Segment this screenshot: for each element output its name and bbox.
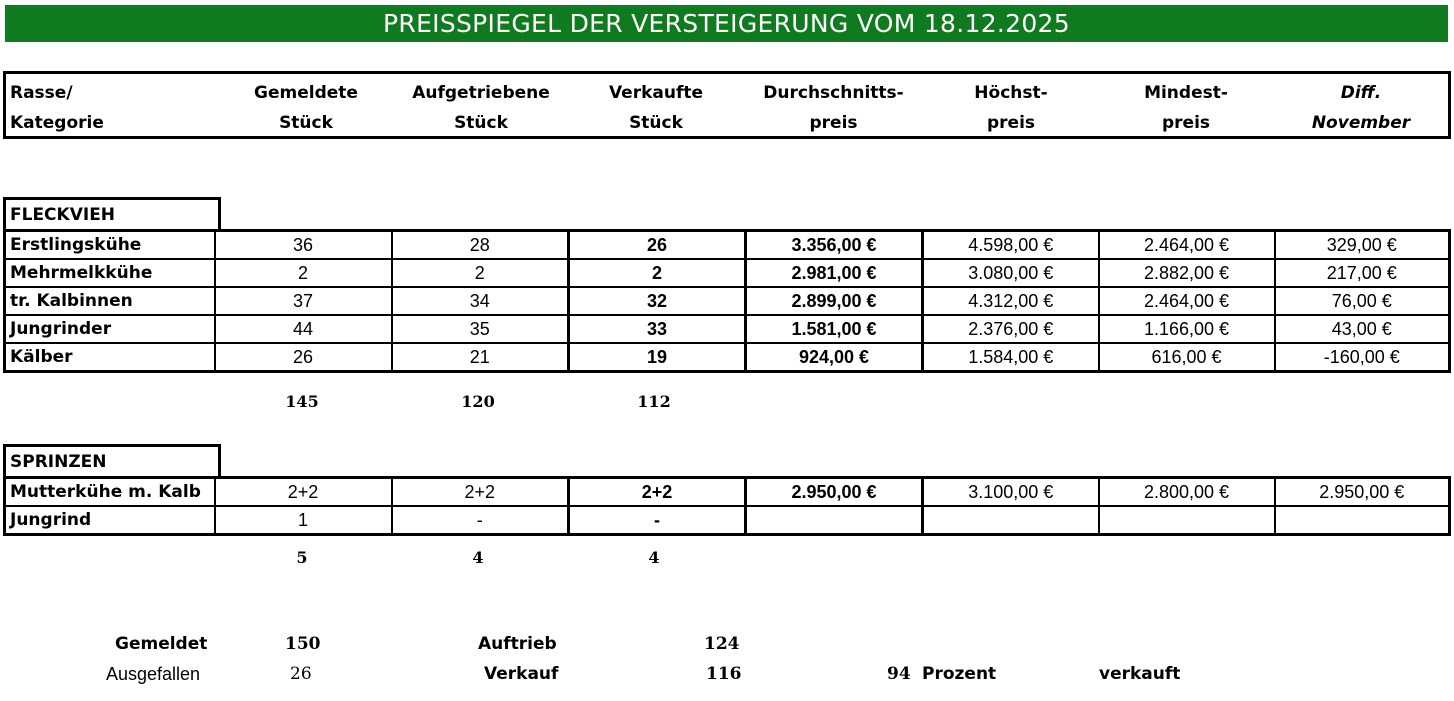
verkauft-cell: 32 <box>569 287 746 315</box>
mindestpreis-cell <box>1099 506 1275 535</box>
auftrieb-cell: 21 <box>392 343 569 372</box>
footer-gemeldet-value: 150 <box>285 634 321 654</box>
hoechstpreis-cell: 2.376,00 € <box>923 315 1099 343</box>
hoechstpreis-cell: 1.584,00 € <box>923 343 1099 372</box>
durchschnittspreis-cell: 2.950,00 € <box>746 478 923 507</box>
header-durchschnittspreis: Durchschnitts- preis <box>763 83 904 133</box>
sum-sprinzen-verkauft: 4 <box>648 548 660 567</box>
category-cell: Erstlingskühe <box>5 231 215 260</box>
table-row <box>5 231 1450 260</box>
diff-cell: 217,00 € <box>1275 259 1450 287</box>
footer-verkauf-value: 116 <box>706 664 742 684</box>
table-row <box>5 315 1450 343</box>
gemeldet-cell: 26 <box>215 343 392 372</box>
sum-fleckvieh-gemeldet: 145 <box>285 392 319 411</box>
hoechstpreis-cell: 4.312,00 € <box>923 287 1099 315</box>
footer-prozent-value: 94 <box>887 664 911 684</box>
footer-verkauft-label: verkauft <box>1099 664 1181 684</box>
category-cell: Mehrmelkkühe <box>5 259 215 287</box>
sum-sprinzen-auftrieb: 4 <box>472 548 484 567</box>
fleckvieh-table <box>3 229 1451 373</box>
durchschnittspreis-cell: 3.356,00 € <box>746 231 923 260</box>
footer-auftrieb-label: Auftrieb <box>478 634 557 654</box>
gemeldet-cell: 1 <box>215 506 392 535</box>
sum-sprinzen-gemeldet: 5 <box>296 548 308 567</box>
table-header <box>3 71 1451 139</box>
category-cell: Kälber <box>5 343 215 372</box>
gemeldet-cell: 2+2 <box>215 478 392 507</box>
durchschnittspreis-cell: 2.981,00 € <box>746 259 923 287</box>
footer-gemeldet-label: Gemeldet <box>115 634 208 654</box>
diff-cell: 329,00 € <box>1275 231 1450 260</box>
mindestpreis-cell: 2.800,00 € <box>1099 478 1275 507</box>
auftrieb-cell: 34 <box>392 287 569 315</box>
gemeldet-cell: 36 <box>215 231 392 260</box>
table-row <box>5 478 1450 507</box>
auftrieb-cell: 28 <box>392 231 569 260</box>
category-cell: Jungrind <box>5 506 215 535</box>
diff-cell: -160,00 € <box>1275 343 1450 372</box>
section-label-fleckvieh: FLECKVIEH <box>3 197 221 230</box>
section-label-sprinzen: SPRINZEN <box>3 444 221 477</box>
gemeldet-cell: 2 <box>215 259 392 287</box>
verkauft-cell: 19 <box>569 343 746 372</box>
footer-auftrieb-value: 124 <box>704 634 740 654</box>
category-cell: Jungrinder <box>5 315 215 343</box>
hoechstpreis-cell: 4.598,00 € <box>923 231 1099 260</box>
footer-verkauf-label: Verkauf <box>484 664 559 684</box>
mindestpreis-cell: 2.464,00 € <box>1099 287 1275 315</box>
table-row <box>5 506 1450 535</box>
category-cell: tr. Kalbinnen <box>5 287 215 315</box>
header-rasse: Rasse/ Kategorie <box>10 83 104 133</box>
category-cell: Mutterkühe m. Kalb <box>5 478 215 507</box>
hoechstpreis-cell: 3.100,00 € <box>923 478 1099 507</box>
auftrieb-cell: 2+2 <box>392 478 569 507</box>
auftrieb-cell: 2 <box>392 259 569 287</box>
mindestpreis-cell: 2.464,00 € <box>1099 231 1275 260</box>
page-title: PREISSPIEGEL DER VERSTEIGERUNG VOM 18.12.2025 <box>5 5 1448 42</box>
footer-ausgefallen-label: Ausgefallen <box>106 664 201 684</box>
verkauft-cell: - <box>569 506 746 535</box>
diff-cell <box>1275 506 1450 535</box>
gemeldet-cell: 44 <box>215 315 392 343</box>
header-diff-november: Diff. November <box>1311 83 1411 133</box>
table-row <box>5 259 1450 287</box>
verkauft-cell: 33 <box>569 315 746 343</box>
header-verkaufte: Verkaufte Stück <box>608 83 704 133</box>
durchschnittspreis-cell: 2.899,00 € <box>746 287 923 315</box>
footer-ausgefallen-value: 26 <box>290 664 312 684</box>
verkauft-cell: 26 <box>569 231 746 260</box>
hoechstpreis-cell: 3.080,00 € <box>923 259 1099 287</box>
table-row <box>5 343 1450 372</box>
mindestpreis-cell: 1.166,00 € <box>1099 315 1275 343</box>
table-row <box>5 287 1450 315</box>
sprinzen-table <box>3 476 1451 536</box>
auftrieb-cell: - <box>392 506 569 535</box>
mindestpreis-cell: 2.882,00 € <box>1099 259 1275 287</box>
hoechstpreis-cell <box>923 506 1099 535</box>
auftrieb-cell: 35 <box>392 315 569 343</box>
header-hoechstpreis: Höchst- preis <box>974 83 1048 133</box>
footer-prozent-label: Prozent <box>922 664 997 684</box>
verkauft-cell: 2+2 <box>569 478 746 507</box>
gemeldet-cell: 37 <box>215 287 392 315</box>
diff-cell: 2.950,00 € <box>1275 478 1450 507</box>
header-aufgetriebene: Aufgetriebene Stück <box>412 83 550 133</box>
sum-fleckvieh-auftrieb: 120 <box>461 392 495 411</box>
diff-cell: 43,00 € <box>1275 315 1450 343</box>
diff-cell: 76,00 € <box>1275 287 1450 315</box>
mindestpreis-cell: 616,00 € <box>1099 343 1275 372</box>
verkauft-cell: 2 <box>569 259 746 287</box>
durchschnittspreis-cell: 1.581,00 € <box>746 315 923 343</box>
header-mindestpreis: Mindest- preis <box>1144 83 1228 133</box>
header-gemeldete: Gemeldete Stück <box>254 83 358 133</box>
sum-fleckvieh-verkauft: 112 <box>637 392 671 411</box>
durchschnittspreis-cell <box>746 506 923 535</box>
durchschnittspreis-cell: 924,00 € <box>746 343 923 372</box>
